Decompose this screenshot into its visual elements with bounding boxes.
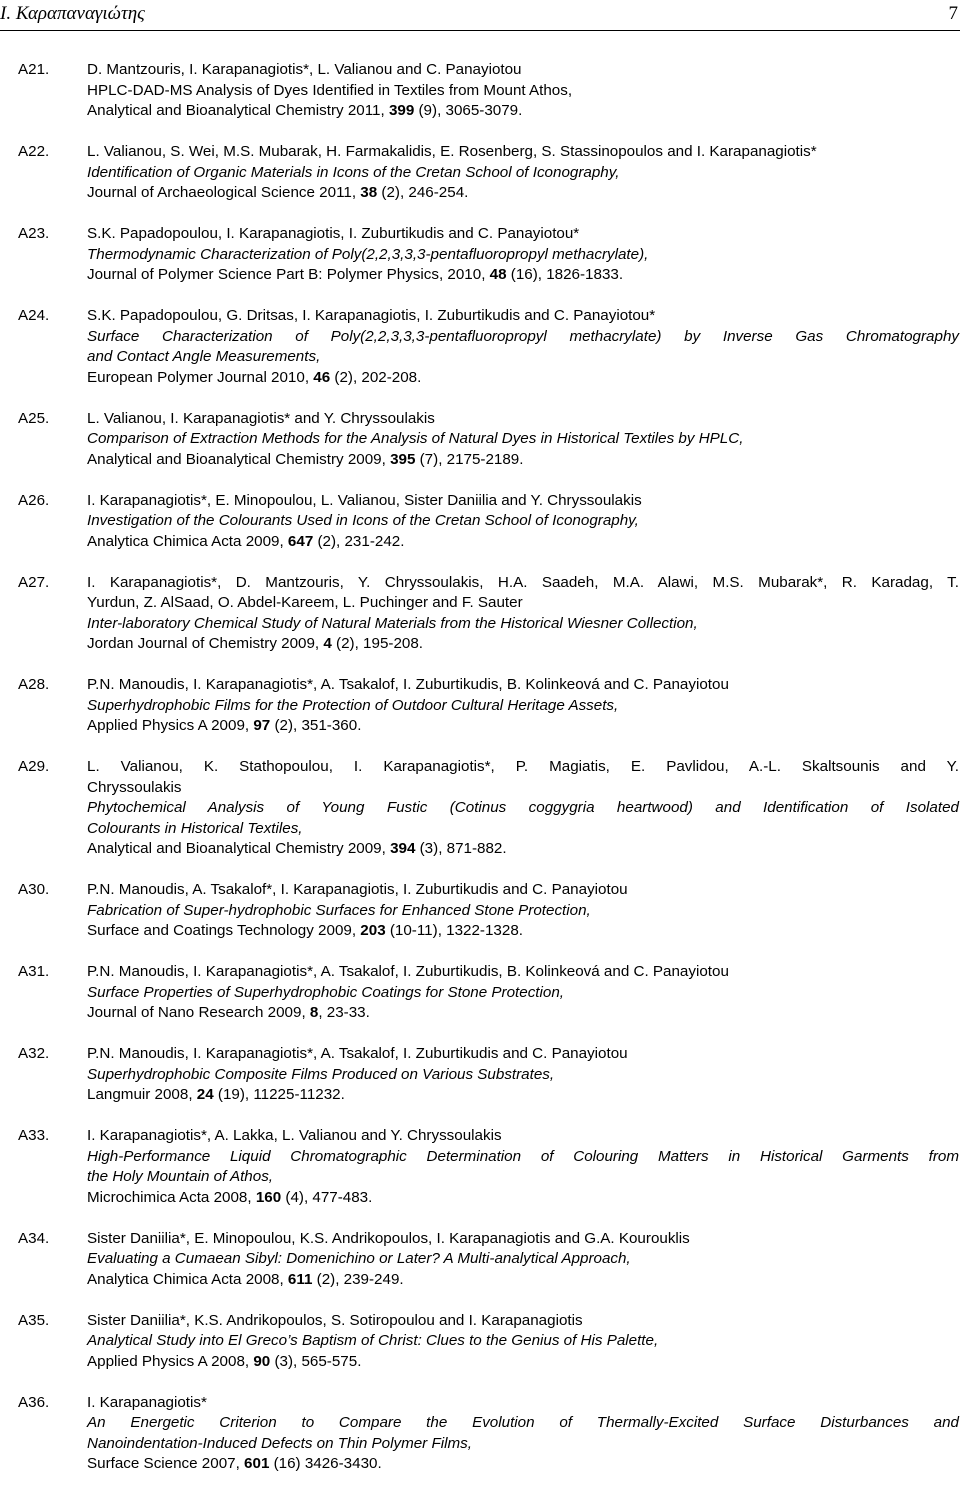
reference-number: A35. [18, 1311, 50, 1329]
journal-issue-pages: (2), 351-360. [270, 717, 362, 734]
reference-number: A33. [18, 1127, 50, 1144]
reference-title: Surface Characterization of Poly(2,2,3,3,3-pentafluoropropyl methacrylate) by Inverse Gas Chromatography [87, 327, 959, 345]
journal-volume: 38 [360, 184, 378, 201]
reference-item [0, 757, 960, 860]
journal-issue-pages: (2), 239-249. [312, 1270, 404, 1288]
reference-title: Analytical Study into El Greco’s Baptism of Christ: Clues to the Genius of His Palette, [87, 1332, 659, 1349]
reference-item [0, 962, 960, 1024]
journal-volume: 46 [313, 368, 331, 386]
reference-body [87, 880, 959, 942]
reference-authors: Sister Daniilia*, E. Minopoulou, K.S. Andrikopoulos, I. Karapanagiotis and G.A. Kourouklis [87, 1229, 690, 1247]
reference-item [0, 880, 960, 942]
journal-issue-pages: (10-11), 1322-1328. [385, 922, 523, 939]
reference-body [87, 1126, 959, 1208]
journal-volume: 48 [489, 266, 507, 283]
reference-title: Superhydrophobic Films for the Protection of Outdoor Cultural Heritage Assets, [87, 696, 619, 714]
journal-volume: 4 [323, 635, 332, 652]
reference-authors: S.K. Papadopoulou, G. Dritsas, I. Karapanagiotis, I. Zuburtikudis and C. Panayiotou* [87, 307, 656, 324]
reference-authors: D. Mantzouris, I. Karapanagiotis*, L. Valianou and C. Panayiotou [87, 61, 522, 78]
running-head-author: Ι. Καραπαναγιώτης [0, 3, 145, 24]
reference-body [87, 573, 959, 655]
reference-title: Fabrication of Super-hydrophobic Surfaces for Enhanced Stone Protection, [87, 901, 591, 919]
reference-authors: P.N. Manoudis, I. Karapanagiotis*, A. Tsakalof, I. Zuburtikudis, B. Kolinkeová and C. Panayiotou [87, 676, 729, 693]
journal-issue-pages: (4), 477-483. [281, 1188, 373, 1206]
reference-item [0, 306, 960, 388]
reference-title: Comparison of Extraction Methods for the Analysis of Natural Dyes in Historical Textiles by HPLC, [87, 430, 744, 447]
reference-item [0, 409, 960, 471]
journal-name-year: Langmuir 2008, [87, 1086, 197, 1103]
reference-authors: I. Karapanagiotis* [87, 1393, 207, 1411]
reference-item [0, 573, 960, 655]
reference-body [87, 1229, 959, 1291]
reference-journal [87, 921, 959, 942]
reference-number: A26. [18, 491, 50, 509]
journal-name-year: Analytical and Bioanalytical Chemistry 2009, [87, 840, 391, 857]
page-header [0, 0, 960, 31]
journal-name-year: Microchimica Acta 2008, [87, 1188, 256, 1206]
reference-number: A30. [18, 881, 50, 898]
journal-volume: 611 [287, 1270, 313, 1288]
reference-body [87, 60, 959, 122]
reference-title: Nanoindentation-Induced Defects on Thin Polymer Films, [87, 1434, 472, 1452]
reference-authors: I. Karapanagiotis*, A. Lakka, L. Valianou and Y. Chryssoulakis [87, 1127, 502, 1144]
journal-issue-pages: (9), 3065-3079. [414, 102, 523, 119]
journal-name-year: Journal of Polymer Science Part B: Polymer Physics, 2010, [87, 266, 490, 283]
journal-volume: 90 [253, 1352, 271, 1370]
journal-name-year: Journal of Nano Research 2009, [87, 1004, 310, 1021]
reference-number: A24. [18, 307, 50, 324]
reference-journal [87, 716, 959, 737]
journal-name-year: Analytical and Bioanalytical Chemistry 2011, [87, 102, 389, 119]
reference-number: A23. [18, 225, 50, 242]
reference-journal [87, 839, 959, 860]
reference-body [87, 1311, 959, 1373]
reference-authors: S.K. Papadopoulou, I. Karapanagiotis, I. Zuburtikudis and C. Panayiotou* [87, 225, 580, 242]
reference-body [87, 675, 959, 737]
reference-item [0, 1393, 960, 1475]
reference-number: A21. [18, 61, 50, 78]
reference-journal [87, 634, 959, 655]
reference-number: A28. [18, 676, 50, 693]
journal-volume: 203 [360, 922, 386, 939]
reference-item [0, 60, 960, 122]
reference-title: Thermodynamic Characterization of Poly(2,2,3,3,3-pentafluoropropyl methacrylate), [87, 245, 649, 263]
reference-authors: P.N. Manoudis, I. Karapanagiotis*, A. Tsakalof, I. Zuburtikudis and C. Panayiotou [87, 1045, 628, 1062]
journal-name-year: Applied Physics A 2009, [87, 717, 254, 734]
journal-name-year: Analytica Chimica Acta 2008, [87, 1270, 288, 1288]
journal-issue-pages: (19), 11225-11232. [213, 1086, 345, 1103]
journal-name-year: Analytica Chimica Acta 2009, [87, 532, 288, 550]
reference-number: A25. [18, 409, 50, 427]
journal-issue-pages: (3), 565-575. [270, 1352, 362, 1370]
reference-journal [87, 265, 959, 286]
reference-body [87, 491, 959, 553]
reference-journal [87, 183, 959, 204]
journal-name-year: Jordan Journal of Chemistry 2009, [87, 635, 324, 652]
journal-issue-pages: (2), 195-208. [331, 635, 424, 652]
reference-journal [87, 1454, 959, 1475]
reference-body [87, 224, 959, 286]
reference-number: A29. [18, 758, 50, 775]
reference-item [0, 224, 960, 286]
reference-body [87, 962, 959, 1024]
reference-number: A36. [18, 1393, 50, 1411]
reference-title: HPLC-DAD-MS Analysis of Dyes Identified in Textiles from Mount Athos, [87, 81, 573, 99]
reference-journal [87, 1003, 959, 1024]
reference-item [0, 1044, 960, 1106]
journal-volume: 24 [196, 1086, 214, 1103]
reference-journal [87, 1352, 959, 1373]
reference-title: the Holy Mountain of Athos, [87, 1168, 274, 1185]
journal-volume: 399 [388, 102, 415, 119]
reference-title: Inter-laboratory Chemical Study of Natural Materials from the Historical Wiesner Collection, [87, 614, 698, 632]
journal-volume: 647 [287, 532, 314, 550]
reference-journal [87, 450, 959, 471]
journal-issue-pages: (2), 246-254. [377, 184, 469, 201]
reference-body [87, 1044, 959, 1106]
reference-authors: L. Valianou, K. Stathopoulou, I. Karapanagiotis*, P. Magiatis, E. Pavlidou, A.-L. Skaltsounis and Y. [87, 758, 959, 775]
reference-item [0, 1229, 960, 1291]
journal-issue-pages: (16) 3426-3430. [269, 1455, 382, 1472]
journal-name-year: Surface Science 2007, [87, 1455, 245, 1472]
journal-volume: 394 [390, 840, 416, 857]
journal-issue-pages: (2), 231-242. [313, 532, 405, 550]
reference-journal [87, 1188, 959, 1209]
reference-authors: I. Karapanagiotis*, E. Minopoulou, L. Valianou, Sister Daniilia and Y. Chryssoulakis [87, 491, 642, 509]
reference-number: A31. [18, 963, 50, 980]
reference-body [87, 409, 959, 471]
journal-name-year: European Polymer Journal 2010, [87, 368, 314, 386]
reference-title: Identification of Organic Materials in Icons of the Cretan School of Iconography, [87, 163, 620, 181]
journal-issue-pages: (2), 202-208. [330, 368, 422, 386]
reference-title: Phytochemical Analysis of Young Fustic (Cotinus coggygria heartwood) and Identification of Isolated [87, 799, 959, 816]
reference-authors: L. Valianou, S. Wei, M.S. Mubarak, H. Farmakalidis, E. Rosenberg, S. Stassinopoulos and I. Karapanagiotis* [87, 143, 817, 160]
reference-number: A34. [18, 1229, 50, 1247]
journal-issue-pages: (3), 871-882. [415, 840, 507, 857]
journal-volume: 160 [255, 1188, 282, 1206]
reference-body [87, 306, 959, 388]
journal-volume: 601 [244, 1455, 270, 1472]
reference-authors: Sister Daniilia*, K.S. Andrikopoulos, S. Sotiropoulou and I. Karapanagiotis [87, 1311, 583, 1329]
reference-body [87, 1393, 959, 1475]
reference-item [0, 1126, 960, 1208]
reference-item [0, 1311, 960, 1373]
reference-authors: Chryssoulakis [87, 778, 182, 796]
reference-number: A32. [18, 1045, 50, 1062]
reference-authors: L. Valianou, I. Karapanagiotis* and Y. Chryssoulakis [87, 409, 435, 427]
reference-item [0, 675, 960, 737]
reference-body [87, 757, 959, 860]
journal-issue-pages: (7), 2175-2189. [415, 450, 524, 468]
reference-journal [87, 1085, 959, 1106]
journal-issue-pages: , 23-33. [318, 1004, 370, 1021]
journal-name-year: Applied Physics A 2008, [87, 1352, 254, 1370]
reference-title: An Energetic Criterion to Compare the Evolution of Thermally-Excited Surface Disturbances and [87, 1414, 959, 1431]
journal-volume: 97 [253, 717, 271, 734]
reference-number: A22. [18, 143, 50, 160]
reference-journal [87, 101, 959, 122]
reference-title: High-Performance Liquid Chromatographic Determination of Colouring Matters in Historical Garments from [87, 1147, 959, 1165]
reference-journal [87, 532, 959, 553]
journal-volume: 395 [390, 450, 416, 468]
reference-list [0, 60, 960, 1495]
journal-name-year: Analytical and Bioanalytical Chemistry 2009, [87, 450, 391, 468]
reference-authors: P.N. Manoudis, I. Karapanagiotis*, A. Tsakalof, I. Zuburtikudis, B. Kolinkeová and C. Panayiotou [87, 963, 729, 980]
reference-journal [87, 368, 959, 389]
reference-item [0, 142, 960, 204]
reference-title: Surface Properties of Superhydrophobic Coatings for Stone Protection, [87, 983, 564, 1001]
reference-journal [87, 1270, 959, 1291]
reference-number: A27. [18, 573, 50, 591]
reference-title: Investigation of the Colourants Used in Icons of the Cretan School of Iconography, [87, 512, 639, 529]
reference-authors: Yurdun, Z. AlSaad, O. Abdel-Kareem, L. Puchinger and F. Sauter [87, 594, 523, 611]
reference-title: Superhydrophobic Composite Films Produced on Various Substrates, [87, 1065, 555, 1083]
journal-volume: 8 [309, 1004, 319, 1021]
reference-authors: I. Karapanagiotis*, D. Mantzouris, Y. Chryssoulakis, H.A. Saadeh, M.A. Alawi, M.S. Mubarak*, R. Karadag, T. [87, 573, 959, 591]
reference-authors: P.N. Manoudis, A. Tsakalof*, I. Karapanagiotis, I. Zuburtikudis and C. Panayiotou [87, 881, 628, 898]
journal-name-year: Surface and Coatings Technology 2009, [87, 922, 361, 939]
reference-body [87, 142, 959, 204]
reference-title: and Contact Angle Measurements, [87, 348, 321, 365]
reference-title: Colourants in Historical Textiles, [87, 819, 303, 837]
journal-issue-pages: (16), 1826-1833. [506, 266, 624, 283]
reference-title: Evaluating a Cumaean Sibyl: Domenichino or Later? A Multi-analytical Approach, [87, 1250, 631, 1267]
page-number: 7 [948, 3, 958, 24]
reference-item [0, 491, 960, 553]
journal-name-year: Journal of Archaeological Science 2011, [87, 184, 361, 201]
